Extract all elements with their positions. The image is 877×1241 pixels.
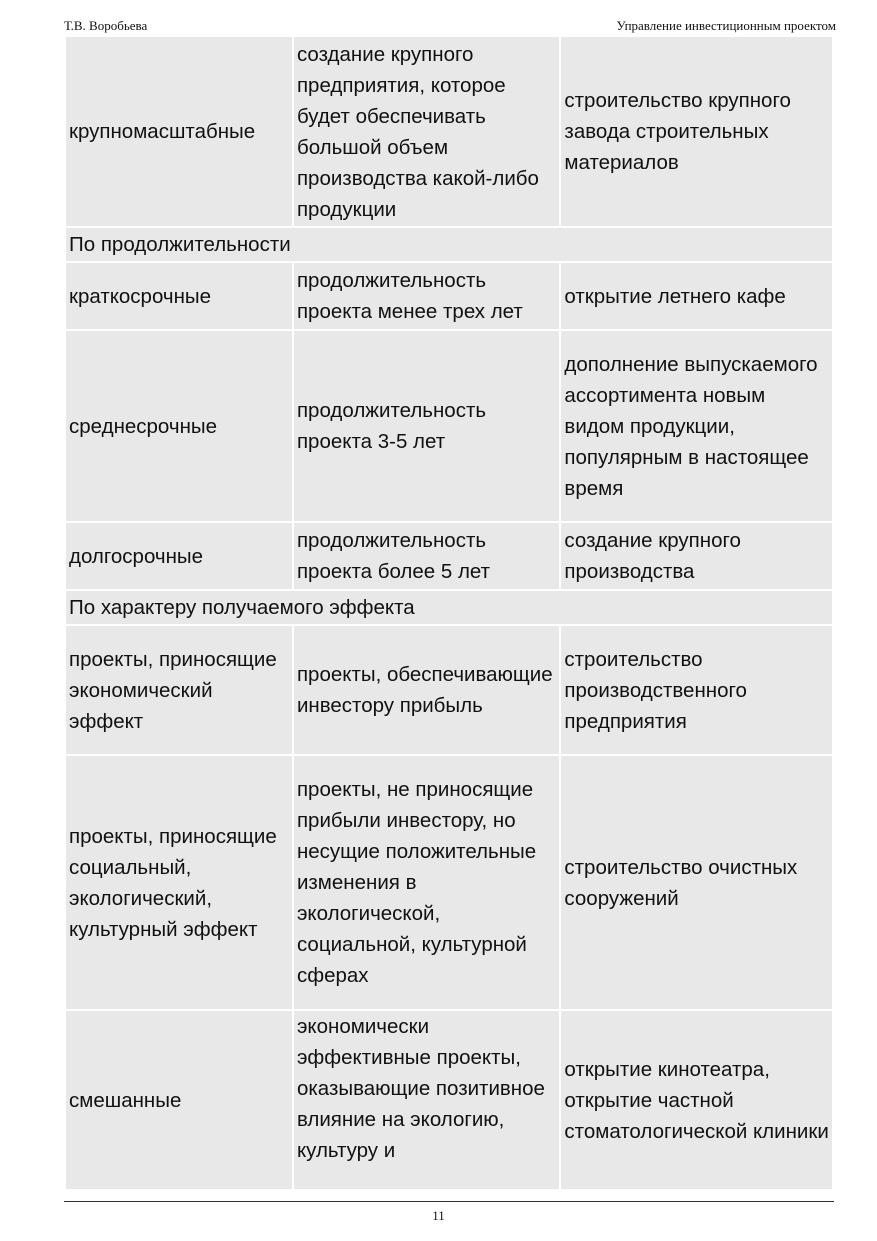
table-row [66,1011,832,1189]
table-cell-type: проекты, приносящие экономический эффект [66,626,292,754]
table-cell-type: долгосрочные [66,523,292,589]
table-cell-type: краткосрочные [66,263,292,329]
table-cell-description: создание крупного предприятия, которое будет обеспечивать большой объем производства какой-либо продукции [294,37,559,226]
table-cell-description: проекты, не приносящие прибыли инвестору, но несущие положительные изменения в экологической, социальной, культурной сферах [294,756,559,1009]
table-cell-description: продолжительность проекта менее трех лет [294,263,559,329]
table-cell-type: проекты, приносящие социальный, экологический, культурный эффект [66,756,292,1009]
table-cell-example: строительство производственного предприятия [561,626,832,754]
table-cell-type: среднесрочные [66,331,292,521]
table-cell-example: открытие летнего кафе [561,263,832,329]
table-row [66,37,832,226]
header-author: Т.В. Воробьева [64,18,148,33]
table-row [66,626,832,754]
table-cell-type: крупномасштабные [66,37,292,226]
table-cell-description: продолжительность проекта более 5 лет [294,523,559,589]
table-cell-example: открытие кинотеатра, открытие частной стоматологической клиники [561,1011,832,1189]
section-row [66,228,832,261]
table-cell-description: экономически эффективные проекты, оказывающие позитивное влияние на экологию, культуру и [294,1011,559,1189]
table-cell-example: создание крупного производства [561,523,832,589]
table-row [66,263,832,329]
header-title: Управление инвестиционным проектом [616,18,836,33]
table-cell-example: строительство крупного завода строительных материалов [561,37,832,226]
section-heading: По продолжительности [66,228,832,261]
section-heading: По характеру получаемого эффекта [66,591,832,624]
table-cell-description: проекты, обеспечивающие инвестору прибыль [294,626,559,754]
running-header [64,16,836,36]
page-number: 11 [432,1208,445,1223]
table-cell-example: строительство очистных сооружений [561,756,832,1009]
classification-table [64,35,834,1191]
table-row [66,331,832,521]
table-row [66,756,832,1009]
footer-rule [64,1201,834,1202]
table-cell-example: дополнение выпускаемого ассортимента новым видом продукции, популярным в настоящее время [561,331,832,521]
table-row [66,523,832,589]
section-row [66,591,832,624]
table-cell-type: смешанные [66,1011,292,1189]
table-cell-description: продолжительность проекта 3-5 лет [294,331,559,521]
